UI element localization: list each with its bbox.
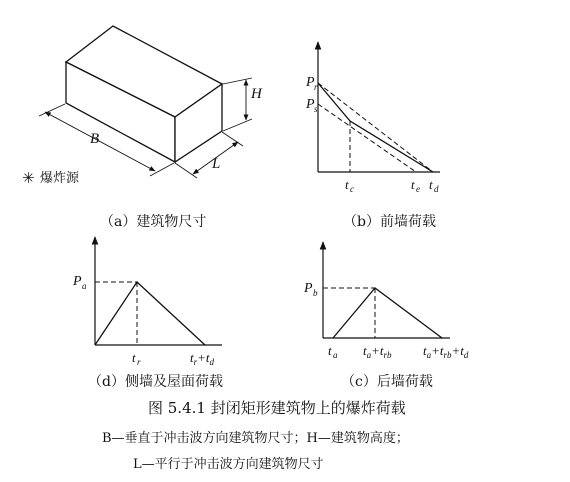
panel-b-pr-sub: r bbox=[314, 82, 318, 92]
caption-b: （b）前墙荷载 bbox=[343, 214, 436, 230]
dim-l-label: L bbox=[212, 156, 221, 172]
panel-c-ta-label: t bbox=[328, 343, 332, 358]
caption-a: （a）建筑物尺寸 bbox=[100, 214, 207, 230]
legend-line-2: L—平行于冲击波方向建筑物尺寸 bbox=[133, 457, 324, 472]
panel-b-dash-pr-td bbox=[318, 83, 433, 172]
panel-b-tc-sub: c bbox=[350, 184, 354, 194]
panel-c-ta-sub: a bbox=[333, 350, 338, 360]
panel-b-te-label: t bbox=[411, 177, 415, 192]
panel-b-ps-sub: s bbox=[314, 104, 318, 114]
panel-b-front-wall bbox=[305, 42, 440, 194]
dim-b-ext-right bbox=[150, 163, 174, 176]
dim-h-ext-top bbox=[223, 78, 252, 84]
panel-b-td-label: t bbox=[429, 177, 433, 192]
explosion-source-icon: ✳ bbox=[22, 169, 35, 187]
panel-d-trtd-label: $t_r+t_d$ bbox=[190, 350, 215, 367]
panel-d-tr-label: t bbox=[132, 350, 136, 365]
dim-b-label: B bbox=[90, 131, 100, 147]
legend-line-1: B—垂直于冲击波方向建筑物尺寸；H—建筑物高度； bbox=[102, 431, 409, 446]
panel-c-tatrbtd-label: $t_a+t_{rb}+t_d$ bbox=[423, 343, 469, 360]
panel-d-pa-label: P bbox=[73, 274, 82, 289]
panel-b-te-sub: e bbox=[416, 184, 420, 194]
caption-c: （c）后墙荷载 bbox=[341, 374, 433, 390]
panel-b-td-sub: d bbox=[434, 184, 439, 194]
panel-c-load-triangle bbox=[333, 288, 442, 338]
dim-l-ext-right bbox=[222, 132, 243, 146]
dim-h-label: H bbox=[251, 86, 262, 102]
explosion-source-label: 爆炸源 bbox=[40, 171, 80, 186]
panel-b-tc-label: t bbox=[345, 177, 349, 192]
panel-c-pb-sub: b bbox=[313, 288, 318, 298]
panel-b-dash-ps-te bbox=[318, 104, 416, 172]
panel-d-side-roof bbox=[72, 237, 222, 367]
caption-d: （d）侧墙及屋面荷载 bbox=[88, 374, 223, 390]
panel-d-tr-sub: r bbox=[137, 357, 141, 367]
panel-c-rear-wall bbox=[303, 242, 469, 360]
panel-b-ps-label: P bbox=[306, 97, 315, 112]
panel-b-pr-label: P bbox=[306, 75, 315, 90]
dim-l-ext-left bbox=[175, 163, 197, 178]
figure-title: 图 5.4.1 封闭矩形建筑物上的爆炸荷载 bbox=[148, 399, 406, 417]
panel-c-tatrb-label: $t_a+t_{rb}$ bbox=[363, 343, 392, 360]
panel-d-load-triangle bbox=[95, 282, 205, 345]
panel-c-pb-label: P bbox=[304, 281, 313, 296]
dim-b-ext-left bbox=[39, 104, 65, 116]
panel-d-pa-sub: a bbox=[82, 281, 87, 291]
panel-a-building bbox=[22, 26, 263, 187]
dim-h-ext-bottom bbox=[223, 119, 252, 131]
